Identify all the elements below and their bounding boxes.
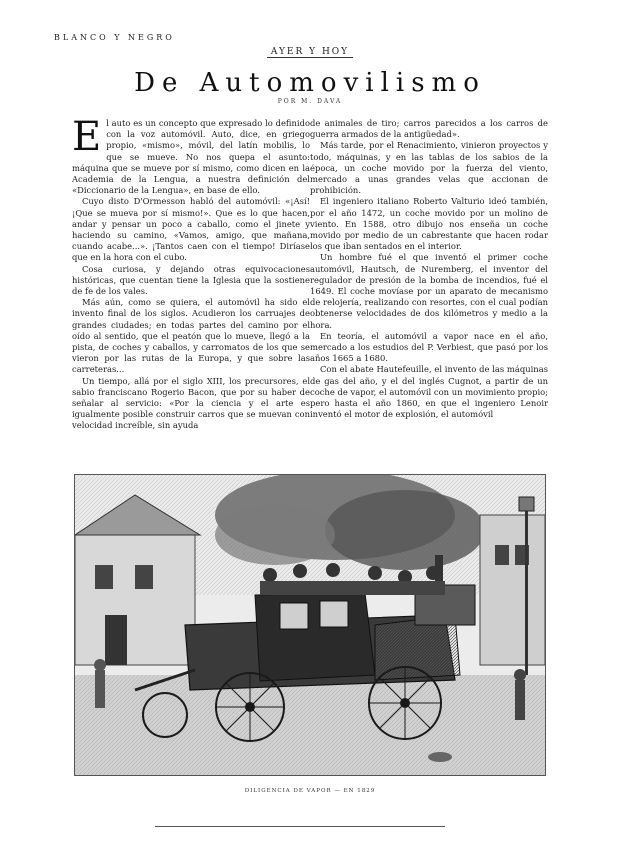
paragraph: El ingeniero italiano Roberto Valturio ideó también, por el año 1472, un coche movido por un molino de viento. En 1588, otro dibujo nos enseña un coche movido por medio de un cabrestante que hacen rodar los que iban sentados en el interior.: [310, 196, 548, 252]
article-column-right: [310, 118, 548, 470]
paragraph: Más aún, como se quiera, el automóvil ha sido el invento final de los siglos. Acudieron los carruajes de grandes ciudades; en todas partes del camino por el oído al sentido, que el peatón que lo mueve, llegó a la pista, de coches y caballos, y carromatos de los que se vieron por las rutas de la Europa, y que sobre las carreteras...: [72, 297, 310, 375]
steam-coach-engraving: [74, 474, 546, 776]
byline: POR M. DAVA: [277, 98, 343, 105]
paragraph: Cuyo disto D'Ormesson habló del automóvil: «¡Así! ¡Que se mueva por sí mismo!». Que es lo que hacen, andar y pensar un poco a caballo, como el jinete y haciendo su camino, «Vamos, amigo, que mañana, cuando acabe...». ¡Tantos caen con el tiempo! Diríase que en la hora con el cubo.: [72, 196, 310, 263]
engraving-drawing: [75, 475, 545, 775]
article-headline: De Automovilismo: [134, 68, 486, 98]
drop-cap: E: [72, 118, 102, 160]
paragraph: Más tarde, por el Renacimiento, vinieron proyectos y todo, máquinas, y en las tablas de los sabios de la época, un coche movido por la fuerza del viento, mercado a unas grandes velas que accionan de prohibición.: [310, 140, 548, 196]
paragraph: de animales de tiro; carros parecidos a los carros de guerra armados de la antigüedad».: [310, 118, 548, 140]
paragraph: Con el abate Hautefeuille, el invento de las máquinas de gas del año, y el del inglés Cugnot, a partir de un coche de vapor, el automóvil con un movimiento propio; pero hasta el año 1860, en que el ingeniero Lenoir inventó el motor de explosión, el automóvil: [310, 364, 548, 420]
paragraph: Cosa curiosa, y dejando otras equivocaciones históricas, que cuentan tiene la Iglesia que la sostiene de fe de los vales.: [72, 263, 310, 297]
article-column-left: [72, 118, 310, 470]
bottom-divider: [155, 826, 445, 827]
figure-caption: DILIGENCIA DE VAPOR — EN 1829: [244, 788, 376, 794]
running-head: BLANCO Y NEGRO: [54, 33, 175, 42]
paragraph: El auto es un concepto que expresado lo definido con la voz automóvil. Auto, dice, en griego propio, «mismo», móvil, del latín mobilis, lo que se mueve. No nos quepa el asunto: máquina que se mueve por sí mismo, como dicen en la Academia de la Lengua, a nuestra definición del «Diccionario de la Lengua», en base de ello.: [72, 118, 310, 196]
paragraph: Un tiempo, allá por el siglo XIII, los precursores, el sabio franciscano Rogerio Bacon, que por su haber de señalar al servicio: «Por la ciencia y el arte es igualmente posible construir carros que se muevan con velocidad increíble, sin ayuda: [72, 375, 310, 431]
paragraph: Un hombre fué el que inventó el primer coche automóvil, Hautsch, de Nuremberg, el inventor del regulador de presión de la bomba de incendios, fué el 1649. El coche movíase por un aparato de mecanismo de relojería, realizando con resortes, con el cual podían obtenerse velocidades de dos kilómetros y medio a la hora.: [310, 252, 548, 330]
paragraph: En teoría, el automóvil a vapor nace en el año, mercado a los estudios del P. Verbiest, que pasó por los años 1665 a 1680.: [310, 330, 548, 364]
section-label: [0, 47, 620, 57]
section-label-text: AYER Y HOY: [267, 47, 353, 58]
